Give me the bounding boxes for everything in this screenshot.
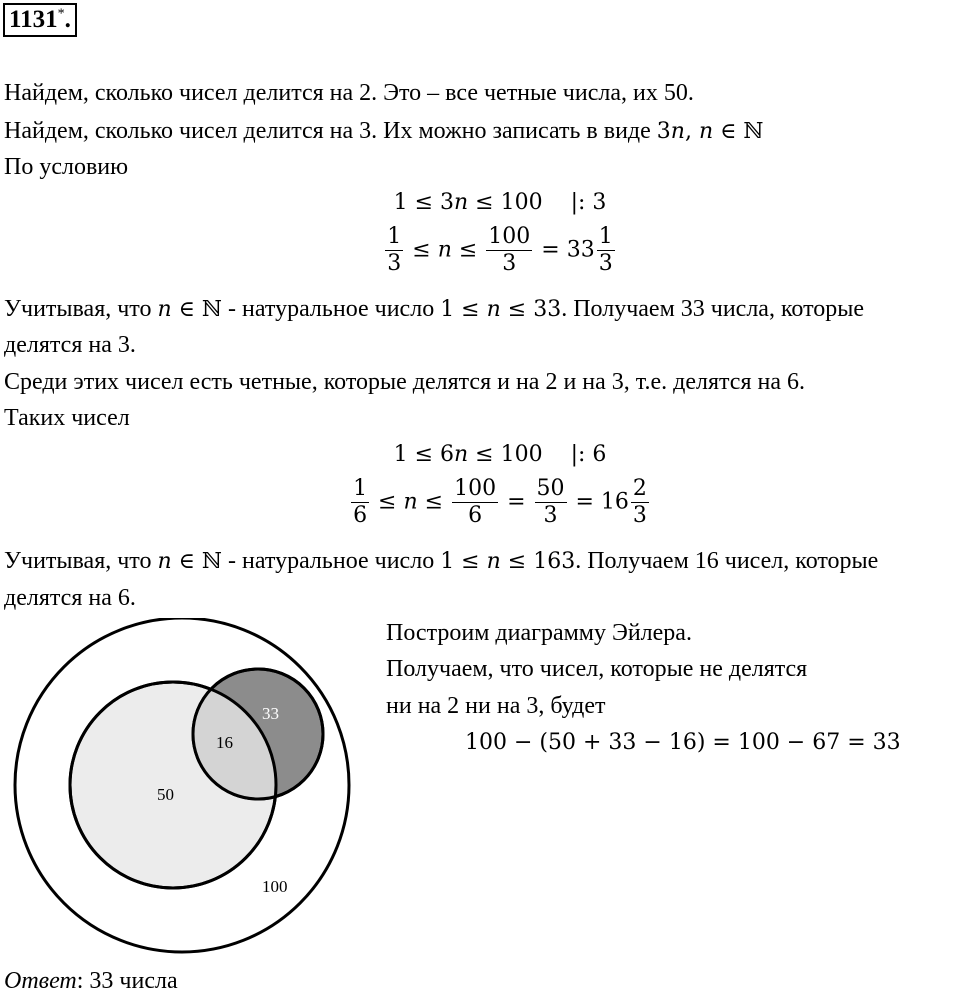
problem-number [3,3,77,37]
eq3-right: ≤ 100 |: 6 [468,442,607,467]
eq2-frac-1 [385,224,403,277]
line-2-math [657,119,764,144]
line-4-math-1: 1 ≤ [440,297,487,322]
venn-label-50: 50 [157,785,174,804]
line-4-n2: n [486,297,501,322]
line-8-n2: n [486,549,501,574]
math-comma: , [684,119,699,144]
frac-den: 3 [502,251,517,276]
text-line-8 [4,546,878,577]
eq4-equals-1: = [500,489,533,515]
eq1-right: ≤ 100 |: 3 [468,190,607,215]
eq4-equals-2: = 16 [568,489,629,515]
line-4-text-4: . Получаем 33 числа, которые [561,296,865,322]
frac-den: 6 [468,503,483,528]
text-line-7: Таких чисел [4,405,130,431]
line-8-n: n [157,549,172,574]
text-line-5: делятся на 3. [4,332,136,358]
eq2-frac-2 [486,224,532,277]
euler-diagram [0,618,370,958]
line-8-text-3: - натуральное число [222,548,441,574]
math-n: n [670,119,685,144]
equation-3 [0,440,960,470]
line-2-text: Найдем, сколько чисел делится на 3. Их можно записать в виде [4,118,657,144]
text-line-9: делятся на 6. [4,585,136,611]
line-8-math-2: ≤ 163 [500,549,576,574]
eq4-le: ≤ [371,489,404,515]
equation-2 [0,224,960,277]
line-4-n: n [157,297,172,322]
problem-star: * [57,6,65,22]
eq4-frac-3 [535,476,567,529]
eq2-le2: ≤ [451,237,485,263]
math-n2: n [698,119,714,144]
line-4-text-3: - натуральное число [222,296,441,322]
frac-den: 3 [543,503,558,528]
equation-1 [0,188,960,218]
eq1-left: 1 ≤ 3 [393,190,455,215]
text-line-4 [4,294,864,325]
eq4-n: n [403,489,418,515]
eq3-n: n [454,442,469,467]
venn-label-33: 33 [262,704,279,723]
eq2-frac-3 [597,224,615,277]
math-3: 3 [656,119,671,144]
line-8-text-4: . Получаем 16 чисел, которые [575,548,879,574]
line-8-in-N: ∈ ℕ [171,549,223,574]
line-8-math-1: 1 ≤ [440,549,487,574]
eq2-n: n [437,237,452,263]
line-4-in-N: ∈ ℕ [171,297,223,322]
frac-den: 3 [632,503,647,528]
eq1-n: n [454,190,469,215]
text-line-2 [4,116,764,147]
venn-label-16: 16 [216,733,233,752]
answer-value: : 33 числа [76,968,178,994]
problem-number-value: 1131 [9,6,58,33]
text-line-3: По условию [4,154,129,180]
line-4-text-1: Учитывая, что [4,296,158,322]
frac-num: 1 [353,476,368,501]
euler-calculation: 100 − (50 + 33 − 16) = 100 − 67 = 33 [465,730,901,755]
frac-num: 1 [598,224,613,249]
eq4-frac-1 [351,476,369,529]
frac-num: 1 [387,224,402,249]
eq4-frac-4 [631,476,649,529]
problem-dot: . [64,6,71,33]
eq4-frac-2 [452,476,498,529]
frac-num: 2 [632,476,647,501]
euler-text-2: Получаем, что чисел, которые не делятся [386,656,808,682]
euler-text-1: Построим диаграмму Эйлера. [386,620,692,646]
frac-num: 100 [454,476,497,501]
answer-label: Ответ [4,968,77,994]
eq3-left: 1 ≤ 6 [393,442,455,467]
frac-num: 50 [536,476,565,501]
frac-num: 100 [488,224,531,249]
math-in-N: ∈ ℕ [713,119,764,144]
eq2-le: ≤ [405,237,438,263]
line-8-text-1: Учитывая, что [4,548,158,574]
line-4-math-2: ≤ 33 [500,297,562,322]
venn-label-100: 100 [262,877,288,896]
frac-den: 3 [598,251,613,276]
answer-line [4,966,178,996]
text-line-1: Найдем, сколько чисел делится на 2. Это – все четные числа, их 50. [4,80,694,106]
frac-den: 3 [387,251,402,276]
eq2-equals: = 33 [534,237,595,263]
eq4-le2: ≤ [417,489,451,515]
euler-text-3: ни на 2 ни на 3, будет [386,693,606,719]
equation-4 [0,476,960,529]
frac-den: 6 [353,503,368,528]
text-line-6: Среди этих чисел есть четные, которые делятся и на 2 и на 3, т.е. делятся на 6. [4,369,805,395]
